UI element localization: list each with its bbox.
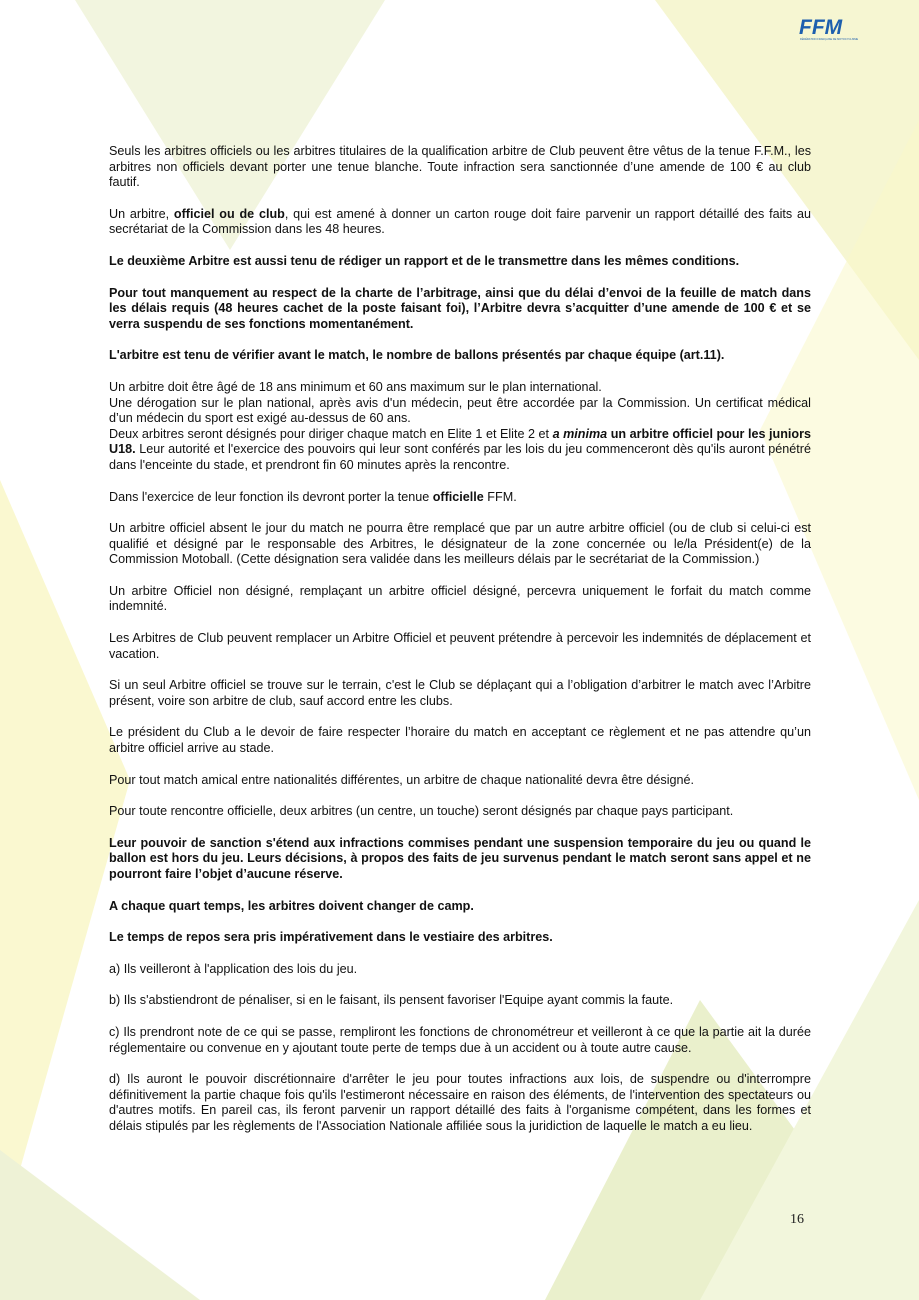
document-body xyxy=(109,144,811,1151)
paragraph-p4 xyxy=(109,286,811,333)
ffm-logo xyxy=(797,14,865,42)
text-run: Seuls les arbitres officiels ou les arbitres titulaires de la qualification arbitre de Club peuvent être vêtus de la tenue F.F.M., les arbitres non officiels devant porter une tenue blanche. Toute infraction sera sanctionnée d’une amende de 100 € au club fautif. xyxy=(109,144,811,190)
paragraph-p1 xyxy=(109,144,811,191)
ffm-logo-text: FFM xyxy=(799,16,843,39)
paragraph-p5 xyxy=(109,348,811,364)
bold-text: officielle xyxy=(432,489,484,504)
text-run: , qui est amené à donner un carton rouge doit faire parvenir un rapport détaillé des faits au secrétariat de la Commission dans les 48 heures. xyxy=(109,206,811,237)
paragraph-p20 xyxy=(109,1025,811,1056)
text-run: FFM. xyxy=(483,489,517,504)
page-number: 16 xyxy=(790,1212,804,1227)
paragraph-p6a xyxy=(109,380,811,396)
text-run: c) Ils prendront note de ce qui se passe, rempliront les fonctions de chronométreur et veilleront à ce que la partie ait la durée réglementaire ou convenue en y ajoutant toute perte de temps due à un accident ou à toute autre cause. xyxy=(109,1024,811,1055)
paragraph-p11 xyxy=(109,678,811,709)
text-run: Le président du Club a le devoir de faire respecter l’horaire du match en acceptant ce règlement et ne pas attendre qu’un arbitre officiel arrive au stade. xyxy=(109,725,811,756)
bottom-left-triangle xyxy=(0,1150,200,1300)
text-run: d) Ils auront le pouvoir discrétionnaire d'arrêter le jeu pour toutes infractions aux lois, de suspendre ou d'interrompre définitivement la partie chaque fois qu'ils l'estimeront nécessaire en raison des éléments, de l'intervention des spectateurs ou d'autres motifs. En pareil cas, ils feront parvenir un rapport détaillé des faits à l'organisme compétent, dans les formes et délais stipulés par les règlements de l'Association Nationale affiliée sous la juridiction de laquelle le match a eu lieu. xyxy=(109,1072,811,1133)
paragraph-p19 xyxy=(109,993,811,1009)
text-run: Un arbitre officiel absent le jour du match ne pourra être remplacé que par un autre arbitre officiel (ou de club si celui-ci est qualifié et désigné par le responsable des Arbitres, le désignateur de la zone concernée ou le/la Président(e) de la Commission Motoball. (Cette désignation sera validée dans les meilleurs délais par le secrétariat de la Commission.) xyxy=(109,521,811,567)
paragraph-p21 xyxy=(109,1072,811,1134)
paragraph-p6b xyxy=(109,396,811,427)
text-run: Un arbitre doit être âgé de 18 ans minimum et 60 ans maximum sur le plan international. xyxy=(109,379,602,394)
bold-text: a minima xyxy=(552,426,608,441)
paragraph-p3 xyxy=(109,254,811,270)
paragraph-p10 xyxy=(109,631,811,662)
bold-text: A chaque quart temps, les arbitres doivent changer de camp. xyxy=(109,898,474,913)
text-run: Si un seul Arbitre officiel se trouve sur le terrain, c'est le Club se déplaçant qui a l’obligation d’arbitrer le match avec l’Arbitre présent, voire son arbitre de club, sauf accord entre les clubs. xyxy=(109,678,811,708)
bold-text: L'arbitre est tenu de vérifier avant le match, le nombre de ballons présentés par chaque équipe (art.11). xyxy=(109,348,725,363)
text-run: Deux arbitres seront désignés pour diriger chaque match en Elite 1 et Elite 2 et xyxy=(109,426,553,441)
paragraph-p9 xyxy=(109,584,811,615)
bold-text: Le deuxième Arbitre est aussi tenu de rédiger un rapport et de le transmettre dans les mêmes conditions. xyxy=(109,253,740,268)
text-run: a) Ils veilleront à l'application des lois du jeu. xyxy=(109,961,358,976)
bold-text: Leur pouvoir de sanction s'étend aux infractions commises pendant une suspension temporaire du jeu ou quand le ballon est hors du jeu. Leurs décisions, à propos des faits de jeu survenus pendant le match seront sans appel et ne pourront faire l’objet d’aucune réserve. xyxy=(109,835,811,881)
paragraph-p7 xyxy=(109,490,811,506)
bold-text: officiel ou de club xyxy=(173,206,285,221)
paragraph-p8 xyxy=(109,521,811,568)
text-run: Pour tout match amical entre nationalités différentes, un arbitre de chaque nationalité devra être désigné. xyxy=(109,772,695,787)
paragraph-p18 xyxy=(109,962,811,978)
text-run: Les Arbitres de Club peuvent remplacer un Arbitre Officiel et peuvent prétendre à percevoir les indemnités de déplacement et vacation. xyxy=(109,631,811,661)
text-run: Dans l'exercice de leur fonction ils devront porter la tenue xyxy=(109,489,433,504)
bold-text: Le temps de repos sera pris impérativement dans le vestiaire des arbitres. xyxy=(109,930,553,945)
text-run: Une dérogation sur le plan national, après avis d'un médecin, peut être accordée par la Commission. Un certificat médical d’un médecin du sport est exigé au-dessus de 60 ans. xyxy=(109,395,811,426)
paragraph-p13 xyxy=(109,773,811,789)
text-run: Leur autorité et l'exercice des pouvoirs qui leur sont conférés par les lois du jeu commenceront dès qu'ils auront pénétré dans l'enceinte du stade, et prendront fin 60 minutes après la rencontre. xyxy=(109,442,811,472)
paragraph-p6c xyxy=(109,427,811,474)
paragraph-p17 xyxy=(109,930,811,946)
text-run: b) Ils s'abstiendront de pénaliser, si en le faisant, ils pensent favoriser l'Equipe ayant commis la faute. xyxy=(109,993,674,1008)
paragraph-p2 xyxy=(109,207,811,238)
text-run: Un arbitre Officiel non désigné, remplaçant un arbitre officiel désigné, percevra uniquement le forfait du match comme indemnité. xyxy=(109,583,811,614)
text-run: Pour toute rencontre officielle, deux arbitres (un centre, un touche) seront désignés par chaque pays participant. xyxy=(109,804,734,819)
bold-text: Pour tout manquement au respect de la charte de l’arbitrage, ainsi que du délai d’envoi de la feuille de match dans les délais requis (48 heures cachet de la poste faisant foi), l’Arbitre devra s’acquitter d’une amende de 100 € et se verra suspendu de ses fonctions momentanément. xyxy=(109,285,811,331)
ffm-logo-tagline: FÉDÉRATION FRANÇAISE DE MOTOCYCLISME xyxy=(800,38,859,41)
bold-text: un arbitre officiel pour les juniors U18. xyxy=(109,426,811,457)
text-run: Un arbitre, xyxy=(109,206,174,221)
paragraph-p15 xyxy=(109,836,811,883)
paragraph-p14 xyxy=(109,804,811,820)
paragraph-p12 xyxy=(109,725,811,756)
paragraph-p16 xyxy=(109,899,811,915)
